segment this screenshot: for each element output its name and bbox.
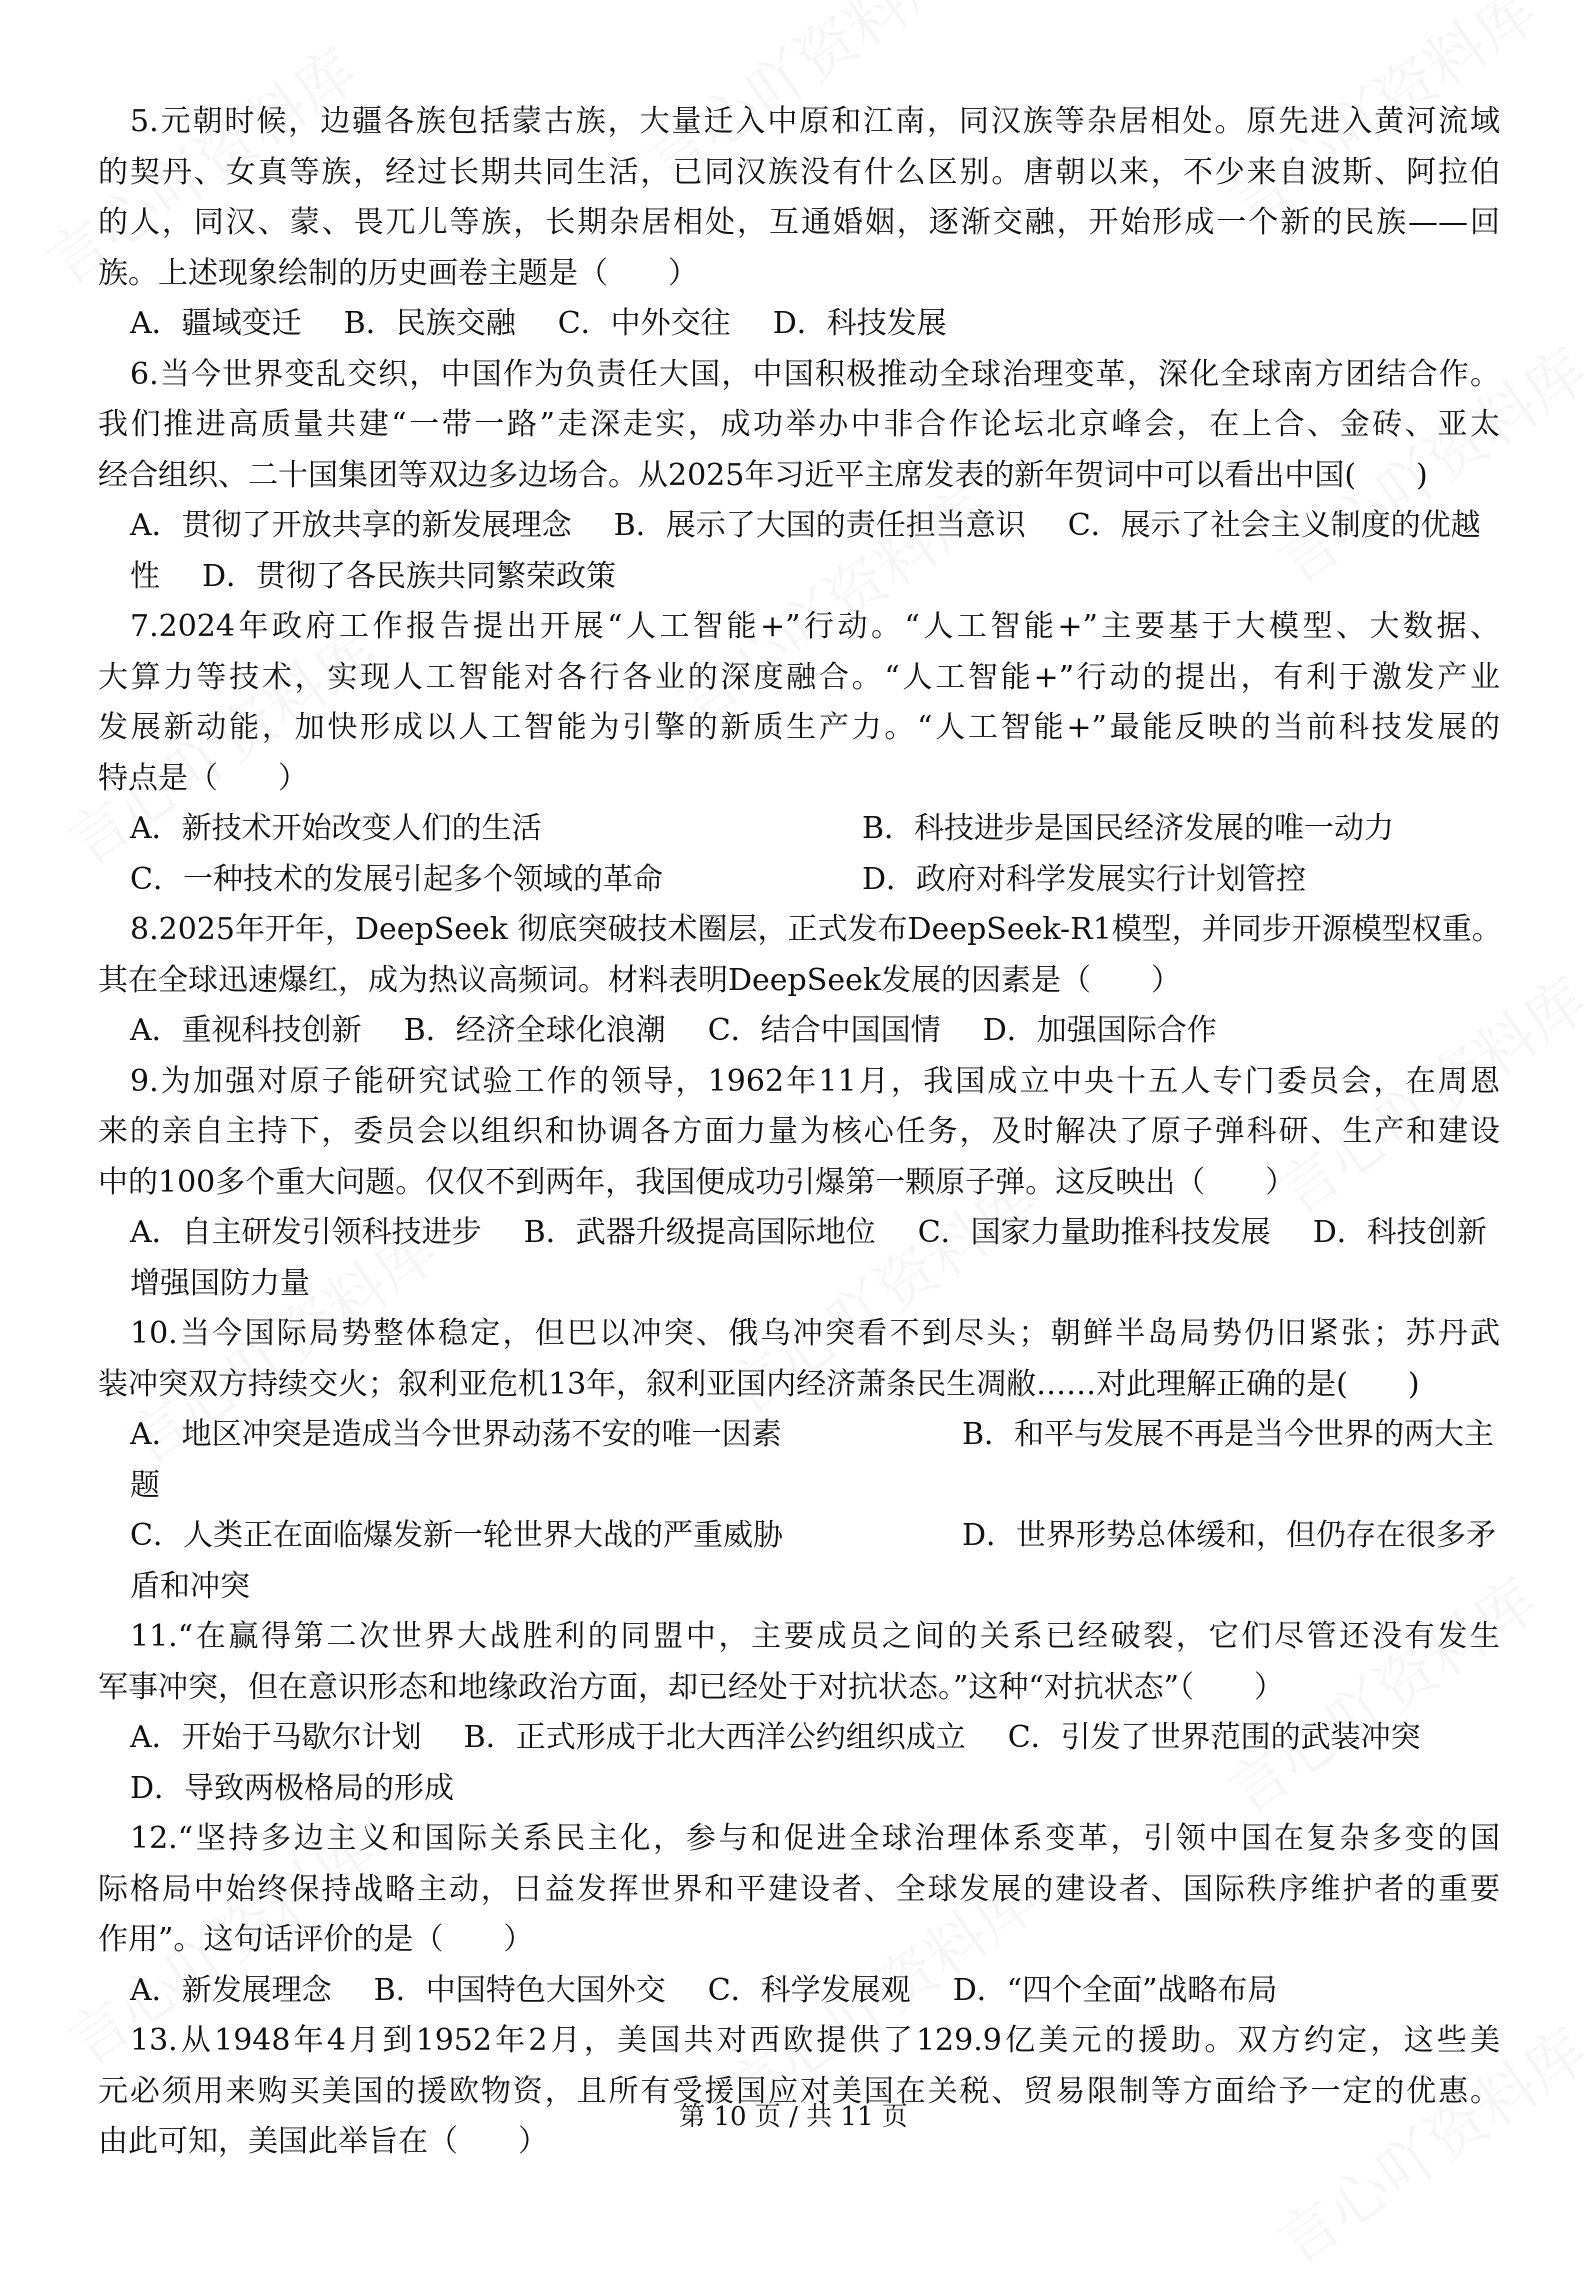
answer-option-a[interactable]: A．开始于马歇尔计划 [130,1720,422,1755]
answer-option-c[interactable]: C．人类正在面临爆发新一轮世界大战的严重威胁 [130,1518,783,1553]
answer-options [98,1208,1500,1309]
question-stem-line: 装冲突双方持续交火；叙利亚危机13年，叙利亚国内经济萧条民生凋敝……对此理解正确的是( ) [98,1366,1420,1402]
answer-option-c[interactable]: C．科学发展观 [707,1972,911,2008]
exam-page-content [98,97,1500,2168]
question-7 [98,602,1500,905]
question-stem-line: 作用”。这句话评价的是（ ） [98,1922,534,1957]
question-stem-line: 的人，同汉、蒙、畏兀儿等族，长期杂居相处，互通婚姻，逐渐交融，开始形成一个新的民族——回 [98,205,1500,240]
question-8 [98,905,1500,1057]
answer-options [98,1966,1500,2017]
answer-option-d[interactable]: D．科技创新增强国防力量 [130,1215,1487,1301]
question-stem-line: 6.当今世界变乱交织，中国作为负责任大国，中国积极推动全球治理变革，深化全球南方团结合作。 [130,356,1500,392]
question-stem-line: 族。上述现象绘制的历史画卷主题是（ ） [98,255,698,291]
question-stem-line: 11.“在赢得第二次世界大战胜利的同盟中，主要成员之间的关系已经破裂，它们尽管还没有发生 [130,1619,1500,1654]
question-stem-line: 13.从1948年4月到1952年2月，美国共对西欧提供了129.9亿美元的援助。双方约定，这些美 [130,2023,1500,2058]
question-stem-line: 8.2025年开年，DeepSeek 彻底突破技术圈层，正式发布DeepSeek-R1模型，并同步开源模型权重。 [130,912,1502,947]
answer-option-b[interactable]: B．民族交融 [343,306,516,341]
question-stem-line: 发展新动能，加快形成以人工智能为引擎的新质生产力。“人工智能+”最能反映的当前科技发展的 [98,710,1500,745]
answer-option-a[interactable]: A．疆域变迁 [130,306,302,341]
question-9 [98,1057,1500,1310]
question-stem-line: 其在全球迅速爆红，成为热议高频词。材料表明DeepSeek发展的因素是（ ） [98,962,1182,998]
answer-option-c[interactable]: C．展示了社会主义制度的优越性 [130,508,1481,594]
answer-option-b[interactable]: B．科技进步是国民经济发展的唯一动力 [862,811,1395,846]
answer-option-a[interactable]: A．重视科技创新 [130,1013,362,1048]
question-12 [98,1814,1500,2016]
answer-options [98,299,1500,350]
answer-option-b[interactable]: B．和平与发展不再是当今世界的两大主题 [130,1417,1495,1503]
answer-options [98,1713,1500,1814]
question-11 [98,1612,1500,1814]
question-5 [98,97,1500,350]
answer-option-d[interactable]: D．加强国际合作 [982,1013,1217,1048]
question-stem-line: 大算力等技术，实现人工智能对各行各业的深度融合。“人工智能+”行动的提出，有利于激发产业 [98,659,1500,695]
question-13 [98,2016,1500,2168]
answer-option-d[interactable]: D．“四个全面”战略布局 [952,1972,1278,2008]
question-10 [98,1309,1500,1612]
answer-option-b[interactable]: B．武器升级提高国际地位 [523,1215,876,1250]
answer-option-d[interactable]: D．贯彻了各民族共同繁荣政策 [202,558,617,594]
question-stem-line: 来的亲自主持下，委员会以组织和协调各方面力量为核心任务，及时解决了原子弹科研、生产和建设 [98,1114,1500,1149]
answer-option-c[interactable]: C．中外交往 [557,306,731,341]
question-stem-line: 7.2024年政府工作报告提出开展“人工智能+”行动。“人工智能+”主要基于大模型、大数据、 [130,609,1500,644]
answer-option-d[interactable]: D．世界形势总体缓和，但仍存在很多矛盾和冲突 [130,1518,1497,1604]
answer-option-b[interactable]: B．展示了大国的责任担当意识 [613,508,1026,543]
question-stem-line: 12.“坚持多边主义和国际关系民主化，参与和促进全球治理体系变革，引领中国在复杂多变的国 [130,1821,1500,1856]
answer-options [98,1006,1500,1057]
answer-option-c[interactable]: C．一种技术的发展引起多个领域的革命 [130,861,663,897]
answer-option-c[interactable]: C．结合中国国情 [707,1013,941,1048]
question-stem-line: 9.为加强对原子能研究试验工作的领导，1962年11月，我国成立中央十五人专门委员会，在周恩 [130,1063,1500,1099]
question-stem-line: 5.元朝时候，边疆各族包括蒙古族，大量迁入中原和江南，同汉族等杂居相处。原先进入黄河流域 [130,104,1500,139]
answer-option-a[interactable]: A．贯彻了开放共享的新发展理念 [130,508,572,543]
question-stem-line: 我们推进高质量共建“一带一路”走深走实，成功举办中非合作论坛北京峰会，在上合、金砖、亚太 [98,407,1500,442]
question-stem-line: 元必须用来购买美国的援欧物资，且所有受援国应对美国在关税、贸易限制等方面给予一定的优惠。 [98,2073,1500,2109]
answer-option-c[interactable]: C．国家力量助推科技发展 [917,1215,1271,1250]
answer-option-a[interactable]: A．地区冲突是造成当今世界动荡不安的唯一因素 [130,1417,782,1452]
question-stem-line: 经合组织、二十国集团等双边多边场合。从2025年习近平主席发表的新年贺词中可以看出中国( ) [98,457,1428,493]
question-stem-line: 中的100多个重大问题。仅仅不到两年，我国便成功引爆第一颗原子弹。这反映出（ ） [98,1164,1296,1200]
answer-options [98,1410,1500,1612]
question-stem-line: 特点是（ ） [98,760,308,796]
answer-option-d[interactable]: D．政府对科学发展实行计划管控 [862,861,1307,897]
answer-option-d[interactable]: D．科技发展 [772,306,947,341]
answer-option-d[interactable]: D．导致两极格局的形成 [130,1770,455,1806]
answer-option-a[interactable]: A．新发展理念 [130,1972,332,2008]
question-stem-line: 军事冲突，但在意识形态和地缘政治方面，却已经处于对抗状态。”这种“对抗状态”（ ） [98,1669,1285,1705]
question-stem-line: 的契丹、女真等族，经过长期共同生活，已同汉族没有什么区别。唐朝以来，不少来自波斯、阿拉伯 [98,154,1500,190]
question-6 [98,350,1500,603]
answer-options [98,501,1500,602]
answer-option-b[interactable]: B．正式形成于北大西洋公约组织成立 [463,1720,966,1755]
question-stem-line: 由此可知，美国此举旨在（ ） [98,2124,548,2159]
question-stem-line: 际格局中始终保持战略主动，日益发挥世界和平建设者、全球发展的建设者、国际秩序维护者的重要 [98,1871,1500,1907]
page-number-footer: 第 10 页 / 共 11 页 [679,2102,908,2132]
answer-option-b[interactable]: B．经济全球化浪潮 [403,1013,666,1048]
answer-option-a[interactable]: A．自主研发引领科技进步 [130,1215,482,1250]
answer-option-b[interactable]: B．中国特色大国外交 [373,1972,666,2008]
answer-options [98,804,1500,905]
answer-option-a[interactable]: A．新技术开始改变人们的生活 [130,811,542,846]
answer-option-c[interactable]: C．引发了世界范围的武装冲突 [1007,1720,1421,1755]
question-stem-line: 10.当今国际局势整体稳定，但巴以冲突、俄乌冲突看不到尽头；朝鲜半岛局势仍旧紧张；苏丹武 [130,1316,1500,1351]
